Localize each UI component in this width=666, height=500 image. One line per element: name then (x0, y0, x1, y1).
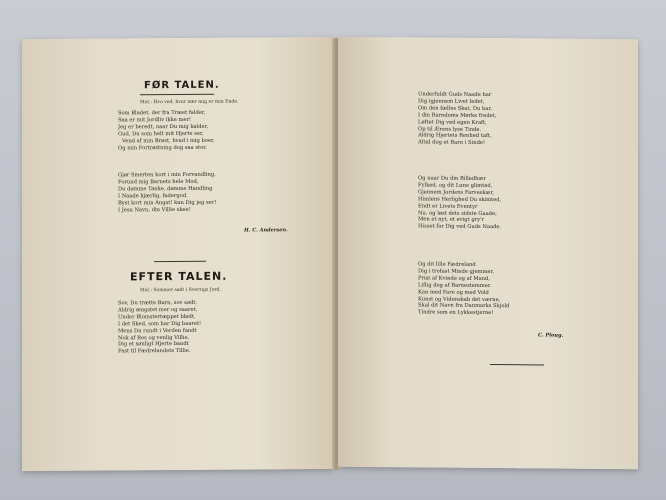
verse-line: Om den fælles Skat, Du bar, (418, 105, 492, 112)
before-stanza-2 (118, 172, 216, 214)
verse-line: Aldrig Hjertets Renhed taft, (418, 132, 492, 140)
verse-line: Fast til Fædrelandets Tillie. (118, 348, 191, 355)
verse-line: Underfuldt Guds Naade har (418, 91, 492, 99)
verse-line: Nu, og løst dets sidste Gaade; (418, 209, 497, 217)
section-divider (154, 261, 206, 262)
verse-line: Og min Fortrøstning dog saa stor. (118, 144, 207, 151)
verse-line: Altid dog et Barn i Sinde! (418, 139, 486, 147)
verse-line: Prist af Kvinde og af Mand, (418, 275, 491, 282)
verse-line: Hisset for Dig ved Guds Naade. (418, 223, 502, 231)
verse-line: Op til Ærens lyse Tinde. (418, 125, 482, 133)
verse-line: Tindre som en Lykkestjerne! (418, 309, 494, 317)
verse-line: Dig et sønligt Hjerte bandt (118, 341, 189, 348)
verse-line: Løftet Dig ved egen Kraft, (418, 119, 487, 126)
right-page (338, 37, 638, 470)
verse-line: Gjør Smerten kort i min Forvandling, (118, 171, 216, 179)
ploug-signature: C. Ploug. (538, 332, 564, 339)
right-stanza-1 (418, 91, 496, 147)
verse-line: Endt er Livets Eventyr (418, 203, 478, 210)
after-stanza-1 (118, 300, 201, 356)
verse-line: I Jesu Navn, din Villie skee! (118, 206, 191, 213)
verse-line: Kunst og Videnskab det værne, (418, 295, 501, 303)
before-stanza-1 (118, 110, 215, 152)
verse-line: I det Sked, som har Dig baaret! (118, 320, 202, 328)
verse-line: Men et nyt, et evigt gry'r (418, 216, 484, 224)
right-stanza-2 (418, 175, 501, 231)
verse-line: Vend af min Brøst, hvad i mig boer, (122, 137, 215, 145)
verse-line: Forund mig Barnets hele Mod, (118, 178, 199, 186)
verse-line: Aldrig ængstet mer og saaret, (118, 306, 198, 314)
before-speech-title: FØR TALEN. (144, 79, 220, 92)
verse-line: I din Barndoms Mørke fredet, (418, 112, 497, 119)
verse-line: Jeg er beredt, naar Du mig kalder, (118, 123, 209, 131)
before-melody: Mel.: Hvo ved, hvor nær mig er min Ende. (140, 99, 239, 106)
verse-line: Under Blomstertæppet blødt, (118, 313, 196, 321)
right-stanza-3 (418, 261, 509, 317)
verse-line: Himlens Herlighed Du skimted, (418, 196, 502, 203)
verse-line: Som Bladet, der fra Træet falder, (118, 109, 206, 117)
verse-line: Dig igjennem Livet ledet, (418, 98, 485, 105)
verse-line: Og naar Du din Billedhær (418, 175, 486, 182)
after-melody: Mel.: Sommer sødt i Sverrigs Jord. (140, 287, 221, 294)
verse-line: Gud, Du som helt mit Hjerte ser, (118, 130, 204, 138)
verse-line: Fylked, og dit Lune glimted, (418, 182, 493, 189)
title-underline (140, 94, 214, 96)
verse-line: Skal dit Navn fra Danmarks Skjold (418, 302, 510, 310)
verse-line: Sov, Du trætte Barn, sov sødt, (118, 299, 197, 307)
verse-line: Dig i trofast Minde gjemmer, (418, 268, 495, 275)
verse-line: Gjennem Jordens Farveskær, (418, 189, 494, 196)
andersen-signature: H. C. Andersen. (244, 227, 288, 234)
verse-line: Og dit lille Fædreland (418, 261, 476, 268)
verse-line: Saa er mit Jordliv ikke mer! (118, 116, 192, 124)
verse-line: I Naade kjærlig, fadergod. (118, 192, 188, 200)
verse-line: Du dømme Tanke, dømme Handling (118, 185, 213, 193)
verse-line: Mens Du rundt i Verden fandt (118, 327, 197, 335)
verse-line: Kan med Fare og med Vold (418, 289, 489, 296)
verse-line: Liflig dog af Barnestemmer. (418, 282, 492, 289)
left-page (22, 37, 334, 471)
verse-line: Byst kort min Angst! kun Dig jeg ser! (118, 199, 217, 207)
verse-line: Nok af Ros og venlig Villie, (118, 334, 190, 341)
closing-divider (490, 364, 544, 365)
after-speech-title: EFTER TALEN. (130, 269, 228, 284)
